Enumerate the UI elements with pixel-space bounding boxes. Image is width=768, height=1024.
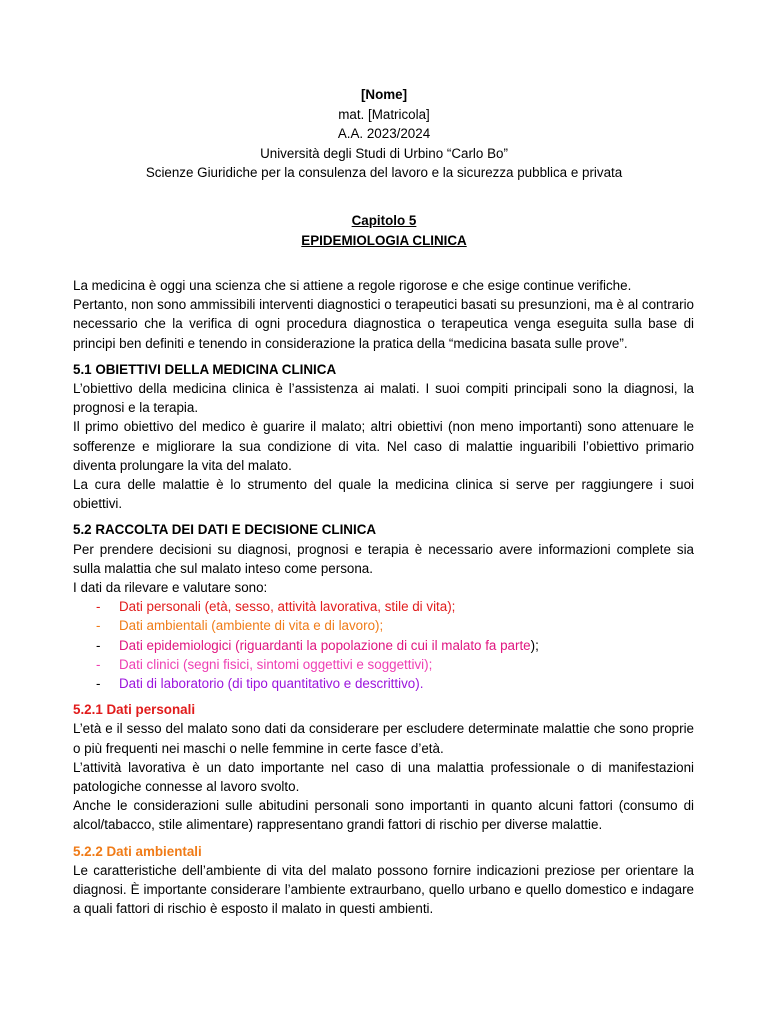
list-dash: - <box>96 599 101 615</box>
student-name: [Nome] <box>360 87 408 102</box>
list-dash: - <box>96 618 101 634</box>
section-5-1-heading: 5.1 OBIETTIVI DELLA MEDICINA CLINICA <box>73 361 337 377</box>
section-5-1-paragraph: Il primo obiettivo del medico è guarire il malato; altri obiettivi (non meno importanti) sono attenuare le sofferenze e migliorare la sua condizione di vita. Nel caso di malattie inguaribili l’obiettivo primario diventa prolungare la vita del malato. <box>73 419 694 473</box>
intro-line: La medicina è oggi una scienza che si attiene a regole rigorose e che esige continue verifiche. <box>73 278 632 293</box>
list-item: - Dati clinici (segni fisici, sintomi oggettivi e soggettivi); <box>73 655 694 674</box>
section-5-2-1-paragraph: Anche le considerazioni sulle abitudini personali sono importanti in quanto alcuni fattori (consumo di alcol/tabacco, stile alimentare) rappresentano grandi fattori di rischio per diverse malattie. <box>73 798 694 833</box>
section-5-2-1-heading: 5.2.1 Dati personali <box>73 702 196 718</box>
list-item: - Dati di laboratorio (di tipo quantitativo e descrittivo). <box>73 674 694 693</box>
academic-year: A.A. 2023/2024 <box>337 126 431 141</box>
intro-paragraph: Pertanto, non sono ammissibili interventi diagnostici o terapeutici basati su presunzioni, ma è al contrario necessario che la verifica di ogni procedura diagnostica o terapeutica venga eseguita sulla base di principi ben definiti e tenendo in considerazione la pratica della “medicina basata sulle prove”. <box>73 297 694 351</box>
list-item: - Dati personali (età, sesso, attività lavorativa, stile di vita); <box>73 597 694 616</box>
data-types-list <box>73 597 694 693</box>
list-dash: - <box>96 676 101 692</box>
document-body <box>73 276 694 919</box>
list-item: - Dati epidemiologici (riguardanti la popolazione di cui il malato fa parte); <box>73 636 694 655</box>
chapter-heading <box>0 211 768 250</box>
section-5-2-heading: 5.2 RACCOLTA DEI DATI E DECISIONE CLINICA <box>73 522 377 538</box>
student-id: mat. [Matricola] <box>338 106 430 122</box>
section-5-1-paragraph: La cura delle malattie è lo strumento del quale la medicina clinica si serve per raggiungere i suoi obiettivi. <box>73 477 694 512</box>
section-5-2-1-paragraph: L’attività lavorativa è un dato importante nel caso di una malattia professionale o di manifestazioni patologiche connesse al lavoro svolto. <box>73 759 694 795</box>
chapter-title: EPIDEMIOLOGIA CLINICA <box>301 232 467 248</box>
list-item: - Dati ambientali (ambiente di vita e di lavoro); <box>73 616 694 635</box>
chapter-number: Capitolo 5 <box>351 213 417 228</box>
degree-course: Scienze Giuridiche per la consulenza del lavoro e la sicurezza pubblica e privata <box>145 165 623 180</box>
section-5-2-paragraph: I dati da rilevare e valutare sono: <box>73 580 268 596</box>
section-5-2-paragraph: Per prendere decisioni su diagnosi, prognosi e terapia è necessario avere informazioni complete sia sulla malattia che sul malato inteso come persona. <box>73 541 694 576</box>
section-5-2-2-heading: 5.2.2 Dati ambientali <box>73 843 202 859</box>
list-dash: - <box>96 656 101 672</box>
university: Università degli Studi di Urbino “Carlo Bo” <box>260 145 508 161</box>
list-dash: - <box>96 637 101 653</box>
section-5-2-2-paragraph: Le caratteristiche dell’ambiente di vita del malato possono fornire indicazioni preziose per orientare la diagnosi. È importante considerare l’ambiente extraurbano, quello urbano e quello domestico e indagare a quali fattori di rischio è esposto il malato in questi ambienti. <box>73 862 694 917</box>
section-5-2-1-paragraph: L’età e il sesso del malato sono dati da considerare per escludere determinate malattie che sono proprie o più frequenti nei maschi o nelle femmine in certe fasce d’età. <box>73 721 694 756</box>
section-5-1-paragraph: L’obiettivo della medicina clinica è l’assistenza ai malati. I suoi compiti principali sono la diagnosi, la prognosi e la terapia. <box>73 381 694 416</box>
title-block <box>0 85 768 183</box>
